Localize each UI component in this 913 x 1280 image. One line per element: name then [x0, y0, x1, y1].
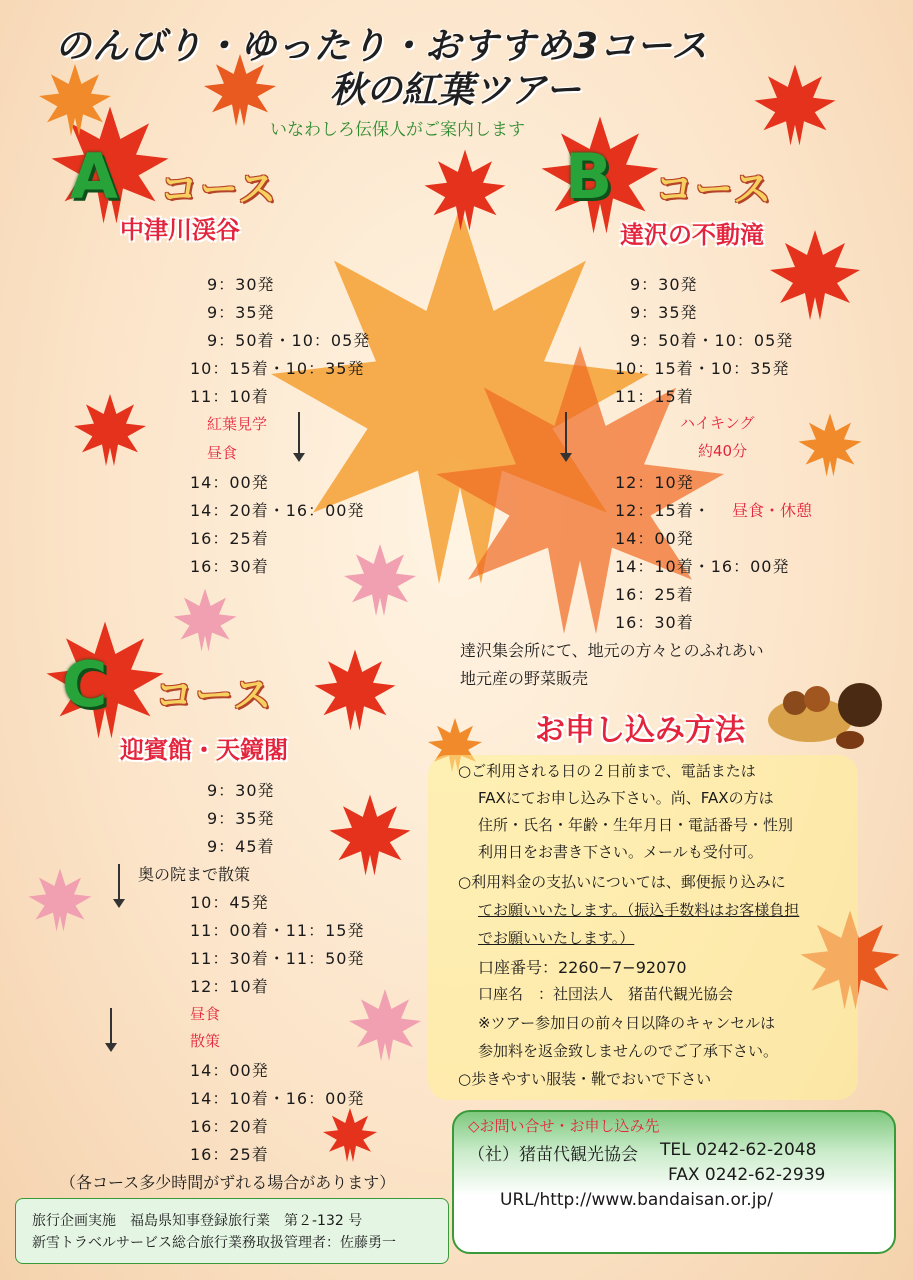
- license-panel: [15, 1198, 449, 1264]
- application-line: でお願いいたします。）: [478, 929, 635, 947]
- application-line: ○ご利用される日の２日前まで、電話または: [458, 762, 756, 780]
- stop-time: 12：15着・: [615, 501, 711, 520]
- maple-leaf-icon: [345, 985, 425, 1065]
- maple-leaf-icon: [170, 585, 240, 655]
- stop-time: 14：00発: [190, 1061, 269, 1080]
- stop-time: 10：15着・10：35発: [615, 359, 790, 378]
- maple-leaf-icon: [740, 60, 850, 150]
- course-b-extra-market: 地元産の野菜販売: [460, 669, 589, 688]
- stop-time: 12：10発: [615, 473, 694, 492]
- stop-time: 14：20着・16：00発: [190, 501, 365, 520]
- stop-time: 9：50着・10：05発: [207, 331, 371, 350]
- stop-time: 9：35発: [207, 303, 275, 322]
- chestnut-basket-icon: [765, 665, 885, 755]
- course-b-arrow-icon: [565, 412, 567, 454]
- account-number: 口座番号：2260−7−92070: [478, 958, 687, 977]
- flyer-title: のんびり・ゆったり・おすすめ3コース: [55, 26, 709, 67]
- stop-time: 9：30発: [207, 275, 275, 294]
- stop-time: 14：10着・16：00発: [190, 1089, 365, 1108]
- contact-heading: ◇お問い合せ・お申し込み先: [468, 1117, 660, 1135]
- course-c-note-lunch: 昼食: [190, 1005, 221, 1023]
- course-b-word: コース: [655, 167, 774, 211]
- course-a-note-sightseeing: 紅葉見学: [207, 415, 268, 433]
- stop-time: 14：10着・16：00発: [615, 557, 790, 576]
- stop-time: 16：20着: [190, 1117, 269, 1136]
- stop-time: 9：30発: [207, 781, 275, 800]
- account-name: 口座名 ：社団法人 猪苗代観光協会: [478, 985, 734, 1003]
- contact-fax: FAX 0242-62-2939: [668, 1165, 826, 1185]
- course-c-arrow-2-icon: [110, 1008, 112, 1044]
- stop-time: 16：25着: [190, 1145, 269, 1164]
- stop-time: 11：30着・11：50発: [190, 949, 365, 968]
- stop-time: 11：00着・11：15発: [190, 921, 365, 940]
- application-line: 参加料を返金致しませんのでご了承下さい。: [478, 1042, 779, 1060]
- course-b-extra-exchange: 達沢集会所にて、地元の方々とのふれあい: [460, 641, 764, 660]
- course-b-note-hiking: ハイキング: [680, 414, 755, 432]
- course-c-name: 迎賓館・天鏡閣: [120, 736, 288, 764]
- application-title: お申し込み方法: [535, 713, 745, 748]
- contact-url-link[interactable]: URL/http://www.bandaisan.or.jp/: [500, 1190, 773, 1210]
- maple-leaf-icon: [320, 790, 420, 880]
- course-a-letter: A: [70, 140, 118, 213]
- stop-time: 9：50着・10：05発: [630, 331, 794, 350]
- course-c-word: コース: [155, 673, 274, 717]
- maple-leaf-icon: [340, 540, 420, 620]
- application-line: てお願いいたします。（振込手数料はお客様負担: [478, 901, 800, 919]
- stop-time: 11：15着: [615, 387, 694, 406]
- maple-leaf-icon: [25, 865, 95, 935]
- stop-time: 16：30着: [190, 557, 269, 576]
- stop-time: 9：35発: [207, 809, 275, 828]
- maple-leaf-icon: [300, 645, 410, 735]
- maple-leaf-icon: [30, 60, 120, 140]
- course-c-note-walk: 奥の院まで散策: [138, 865, 251, 884]
- application-line: 住所・氏名・年齢・生年月日・電話番号・性別: [478, 816, 794, 834]
- schedule-disclaimer: （各コース多少時間がずれる場合があります）: [60, 1173, 396, 1192]
- course-c-arrow-icon: [118, 864, 120, 900]
- application-line: ○歩きやすい服装・靴でおいで下さい: [458, 1070, 712, 1088]
- course-c-letter: C: [62, 648, 108, 721]
- stop-time: 9：35発: [630, 303, 698, 322]
- contact-tel: TEL 0242-62-2048: [660, 1140, 817, 1160]
- maple-leaf-icon: [60, 390, 160, 470]
- stop-time: 14：00発: [190, 473, 269, 492]
- flyer-title-sub: 秋の紅葉ツアー: [330, 70, 581, 111]
- course-b-letter: B: [565, 140, 613, 213]
- course-a-name: 中津川渓谷: [120, 216, 240, 244]
- course-a-arrow-icon: [298, 412, 300, 454]
- course-c-note-stroll: 散策: [190, 1032, 221, 1050]
- maple-leaf-icon: [760, 225, 870, 325]
- course-a-note-lunch: 昼食: [207, 444, 238, 462]
- stop-time: 10：15着・10：35発: [190, 359, 365, 378]
- maple-leaf-icon: [410, 145, 520, 235]
- stop-time: 11：10着: [190, 387, 269, 406]
- flyer-tagline: いなわしろ伝保人がご案内します: [270, 120, 525, 140]
- course-b-note-hiking-time: 約40分: [698, 442, 748, 460]
- contact-org: （社）猪苗代観光協会: [468, 1145, 638, 1165]
- course-b-name: 達沢の不動滝: [620, 221, 764, 249]
- course-a-word: コース: [160, 167, 279, 211]
- stop-time: 9：45着: [207, 837, 275, 856]
- license-manager: 新雪トラベルサービス総合旅行業務取扱管理者：佐藤勇一: [32, 1235, 396, 1251]
- maple-leaf-icon: [315, 1105, 385, 1165]
- license-registration: 旅行企画実施 福島県知事登録旅行業 第２-132 号: [32, 1213, 363, 1229]
- application-line: ○利用料金の支払いについては、郵便振り込みに: [458, 873, 786, 891]
- stop-time: 16：25着: [615, 585, 694, 604]
- stop-time: 16：25着: [190, 529, 269, 548]
- stop-time: 9：30発: [630, 275, 698, 294]
- application-line: FAXにてお申し込み下さい。尚、FAXの方は: [478, 789, 774, 807]
- application-line: 利用日をお書き下さい。メールも受付可。: [478, 843, 763, 861]
- stop-time: 10：45発: [190, 893, 269, 912]
- stop-time: 12：10着: [190, 977, 269, 996]
- stop-time: 16：30着: [615, 613, 694, 632]
- stop-time: 14：00発: [615, 529, 694, 548]
- maple-leaf-icon: [795, 410, 865, 480]
- application-line: ※ツアー参加日の前々日以降のキャンセルは: [478, 1014, 776, 1032]
- course-b-note-lunch-rest: 昼食・休憩: [732, 501, 813, 520]
